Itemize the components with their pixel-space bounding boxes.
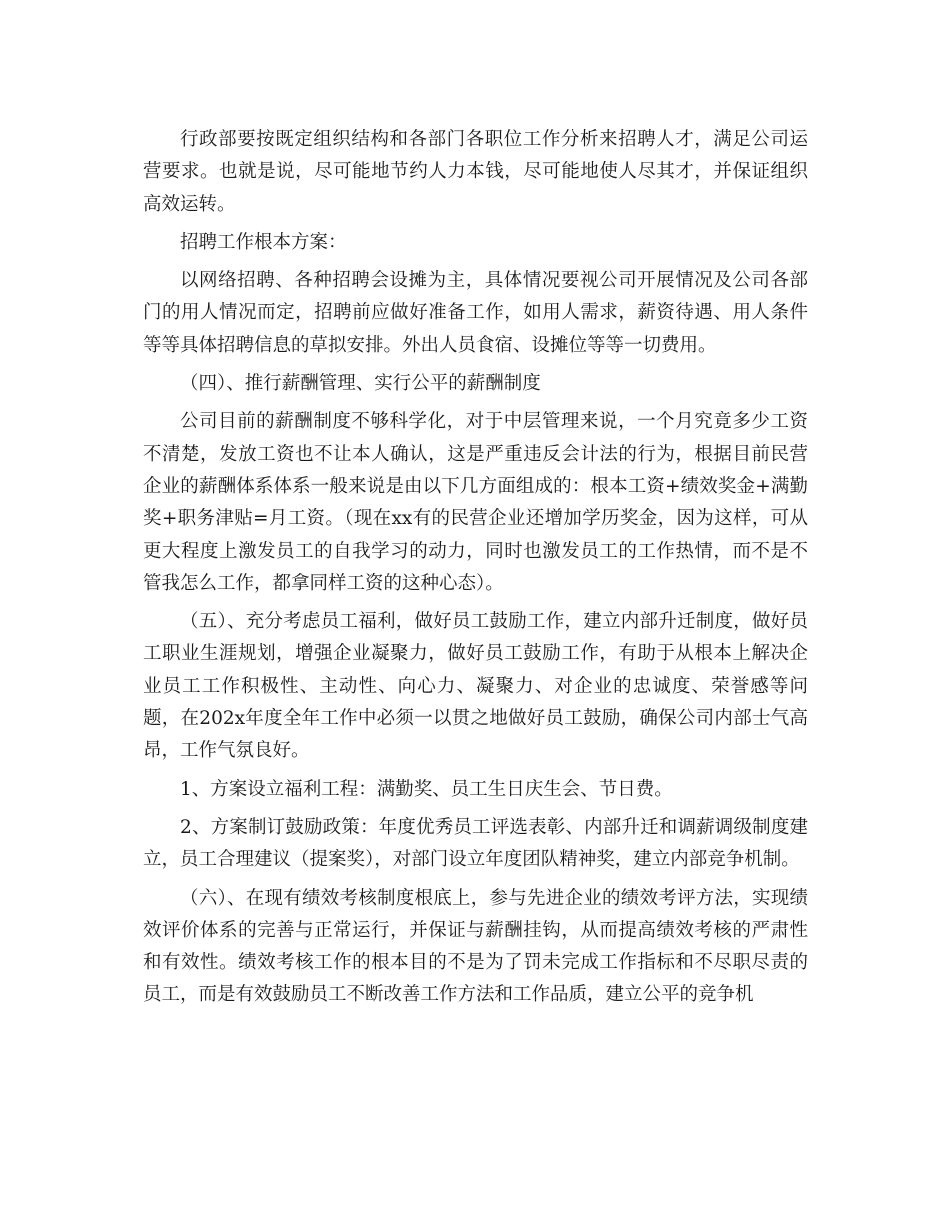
paragraph-recruitment-plan-heading: 招聘工作根本方案： <box>180 231 347 253</box>
section-heading-6: （六）、在现有绩效考核制度根底上，参与先进企业的绩效考评方法，实现绩效评价体系的完善与正常运行，并保证与薪酬挂钩，从而提高绩效考核的严肃性和有效性。绩效考核工作的根本目的不是为了罚未完成工作指标和不尽职尽责的员工，而是有效鼓励员工不断改善工作方法和工作品质，建立公平的竞争机 <box>143 887 808 1006</box>
list-item-welfare: 1、方案设立福利工程：满勤奖、员工生日庆生会、节日费。 <box>180 778 673 800</box>
paragraph-salary-system: 公司目前的薪酬制度不够科学化，对于中层管理来说，一个月究竟多少工资不清楚，发放工资也不让本人确认，这是严重违反会计法的行为，根据目前民营企业的薪酬体系体系一般来说是由以下几方面组成的：根本工资+绩效奖金+满勤奖+职务津贴=月工资。（现在xx有的民营企业还增加学历奖金，因为这样，可从更大程度上激发员工的自我学习的动力，同时也激发员工的工作热情，而不是不管我怎么工作，都拿同样工资的这种心态）。 <box>143 411 808 594</box>
document-body <box>143 124 808 1018</box>
section-heading-4: （四）、推行薪酬管理、实行公平的薪酬制度 <box>180 373 541 395</box>
paragraph-recruitment-plan-detail: 以网络招聘、各种招聘会设摊为主，具体情况要视公司开展情况及公司各部门的用人情况而定，招聘前应做好准备工作，如用人需求，薪资待遇、用人条件等等具体招聘信息的草拟安排。外出人员食宿、设摊位等等一切费用。 <box>143 270 808 356</box>
section-heading-5: （五）、充分考虑员工福利，做好员工鼓励工作，建立内部升迁制度，做好员工职业生涯规划，增强企业凝聚力，做好员工鼓励工作，有助于从根本上解决企业员工工作积极性、主动性、向心力、凝聚力、对企业的忠诚度、荣誉感等问题，在202x年度全年工作中必须一以贯之地做好员工鼓励，确保公司内部士气高昂，工作气氛良好。 <box>143 611 808 762</box>
paragraph-recruitment-intro: 行政部要按既定组织结构和各部门各职位工作分析来招聘人才，满足公司运营要求。也就是说，尽可能地节约人力本钱，尽可能地使人尽其才，并保证组织高效运转。 <box>143 129 808 215</box>
list-item-incentive-policy: 2、方案制订鼓励政策：年度优秀员工评选表彰、内部升迁和调薪调级制度建立，员工合理建议（提案奖），对部门设立年度团队精神奖，建立内部竞争机制。 <box>143 816 808 871</box>
